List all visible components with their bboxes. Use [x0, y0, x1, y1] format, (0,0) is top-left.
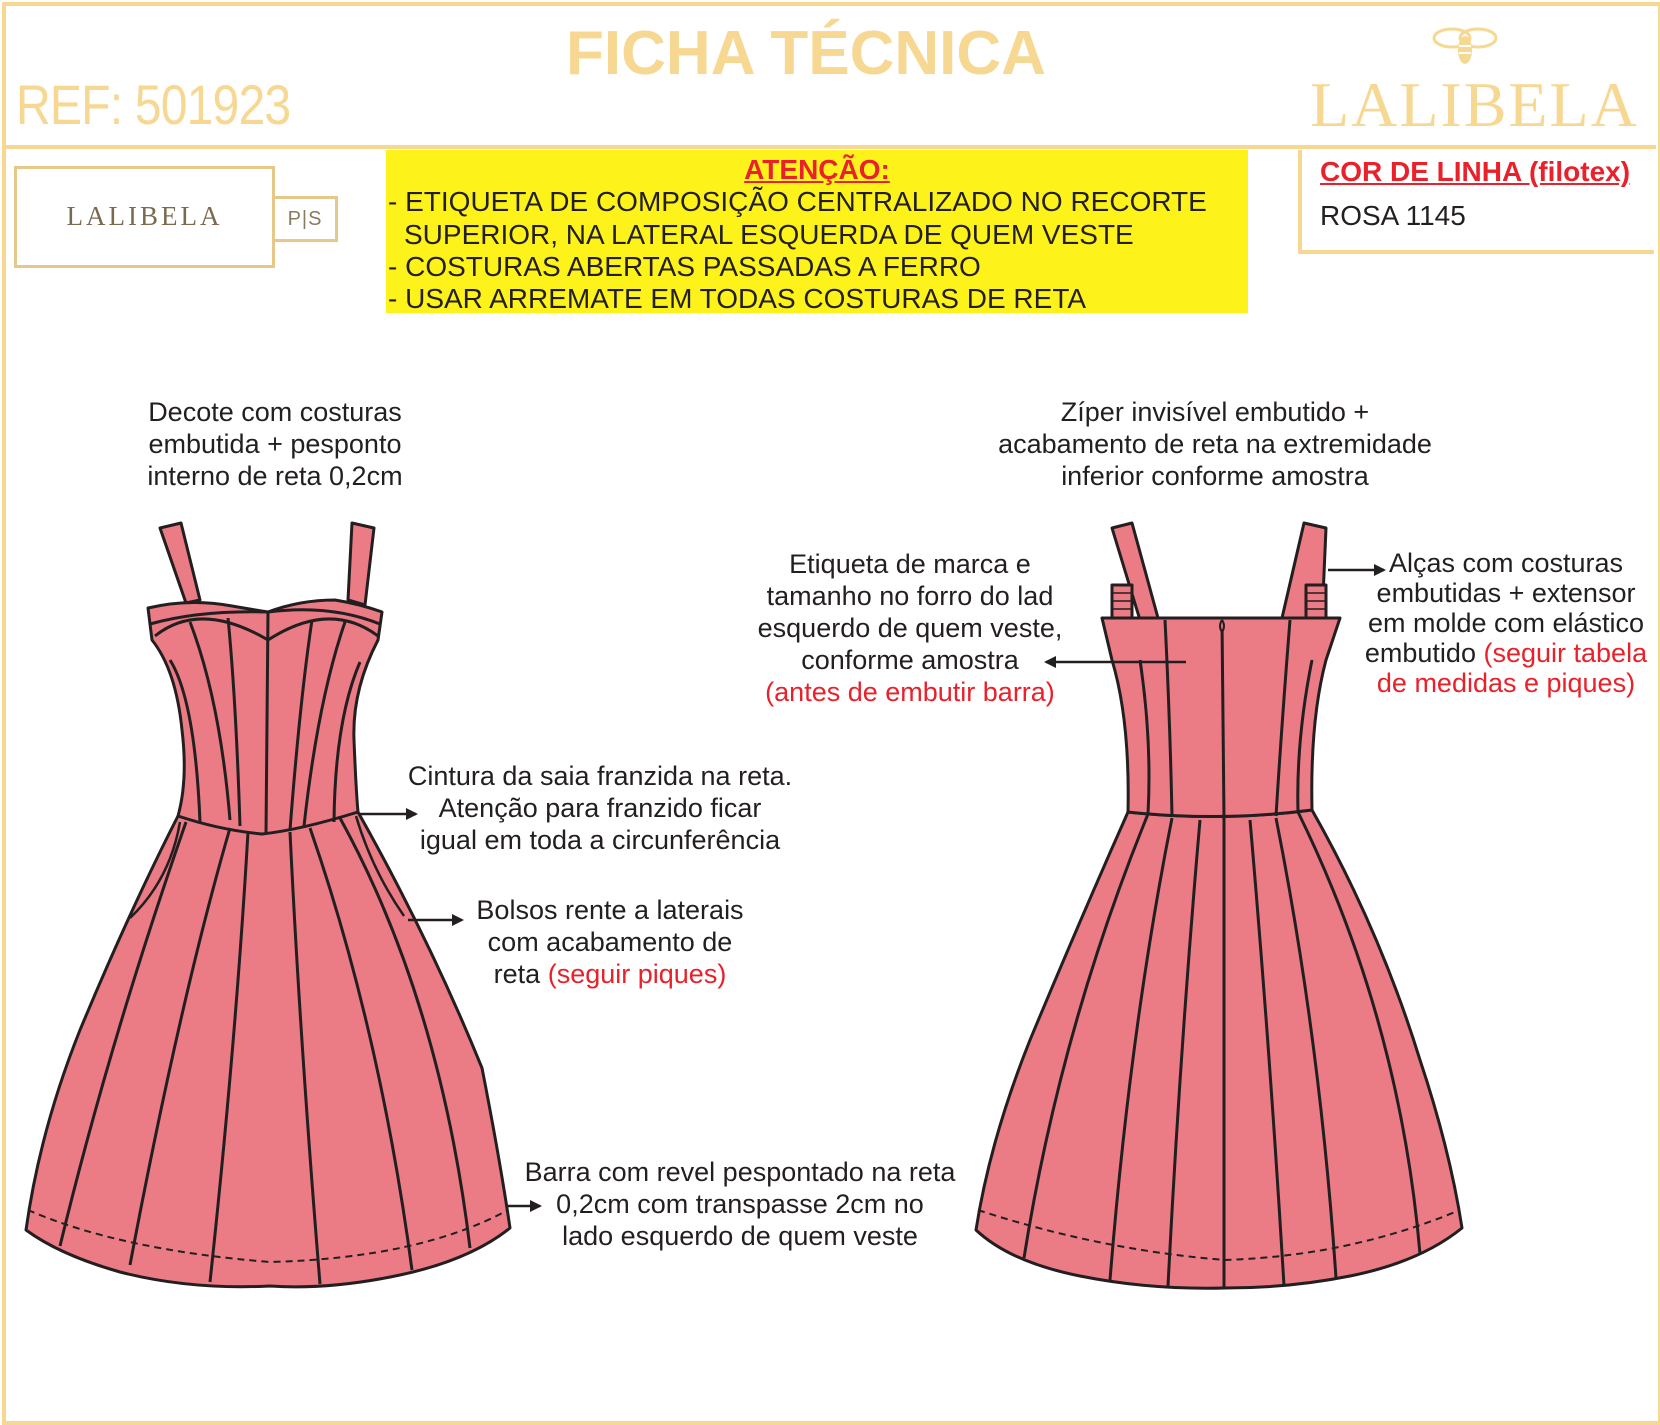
label-brand-text: LALIBELA: [66, 201, 223, 231]
note-line-red: de medidas e piques): [1376, 668, 1636, 698]
front-dress-drawing: [26, 523, 510, 1287]
attention-line: - ETIQUETA DE COMPOSIÇÃO CENTRALIZADO NO RECORTE: [388, 186, 1207, 217]
note-line: Etiqueta de marca e: [789, 549, 1031, 579]
back-skirt: [976, 810, 1462, 1288]
pockets-note: [460, 894, 760, 990]
front-right-strap: [348, 523, 374, 605]
note-line: Alças com costuras: [1388, 548, 1624, 578]
thread-color-value: ROSA 1145: [1320, 200, 1466, 231]
note-line-red: (antes de embutir barra): [765, 677, 1055, 707]
note-line: em molde com elástico: [1367, 608, 1645, 638]
note-line: embutidas + extensor: [1376, 578, 1636, 608]
zipper-note: [970, 396, 1460, 492]
note-line-red: (seguir piques): [547, 959, 727, 989]
neckline-note: [120, 396, 430, 492]
tag-note: [740, 548, 1080, 708]
note-line: com acabamento de: [487, 927, 733, 957]
note-line: tamanho no forro do lad: [766, 581, 1054, 611]
reference-code: REF: 501923: [16, 73, 291, 136]
note-line: 0,2cm com transpasse 2cm no: [556, 1189, 924, 1219]
attention-title: ATENÇÃO:: [744, 154, 890, 185]
note-line: interno de reta 0,2cm: [147, 461, 403, 491]
hem-note: [505, 1156, 975, 1252]
attention-line: - USAR ARREMATE EM TODAS COSTURAS DE RETA: [388, 283, 1087, 314]
front-left-strap: [160, 523, 200, 603]
note-line: Bolsos rente a laterais: [476, 895, 744, 925]
right-elastic: [1306, 585, 1326, 620]
note-line: acabamento de reta na extremidade: [998, 429, 1432, 459]
note-line: Cintura da saia franzida na reta.: [407, 761, 793, 791]
attention-line: - COSTURAS ABERTAS PASSADAS A FERRO: [388, 251, 981, 282]
note-line: reta: [493, 959, 541, 989]
straps-note: [1360, 548, 1652, 698]
note-line: lado esquerdo de quem veste: [562, 1221, 918, 1251]
note-line: embutido: [1364, 638, 1476, 668]
note-line: Decote com costuras: [148, 397, 402, 427]
note-line: Zíper invisível embutido +: [1060, 397, 1370, 427]
note-line: Barra com revel pespontado na reta: [524, 1157, 956, 1187]
front-skirt: [26, 812, 510, 1287]
note-line: conforme amostra: [801, 645, 1019, 675]
brand-logo-text: LALIBELA: [1310, 69, 1639, 140]
note-line: Atenção para franzido ficar: [438, 793, 762, 823]
left-elastic: [1112, 585, 1132, 620]
note-line: esquerdo de quem veste,: [757, 613, 1063, 643]
note-line: inferior conforme amostra: [1061, 461, 1369, 491]
note-line-red: (seguir tabela: [1483, 638, 1648, 668]
note-line: embutida + pesponto: [148, 429, 402, 459]
attention-line: SUPERIOR, NA LATERAL ESQUERDA DE QUEM VESTE: [404, 219, 1134, 250]
waist-note: [385, 760, 815, 856]
note-line: igual em toda a circunferência: [419, 825, 781, 855]
size-label: P|S: [272, 196, 338, 242]
page-title: FICHA TÉCNICA: [566, 19, 1046, 88]
thread-color-title: COR DE LINHA (filotex): [1320, 156, 1631, 187]
